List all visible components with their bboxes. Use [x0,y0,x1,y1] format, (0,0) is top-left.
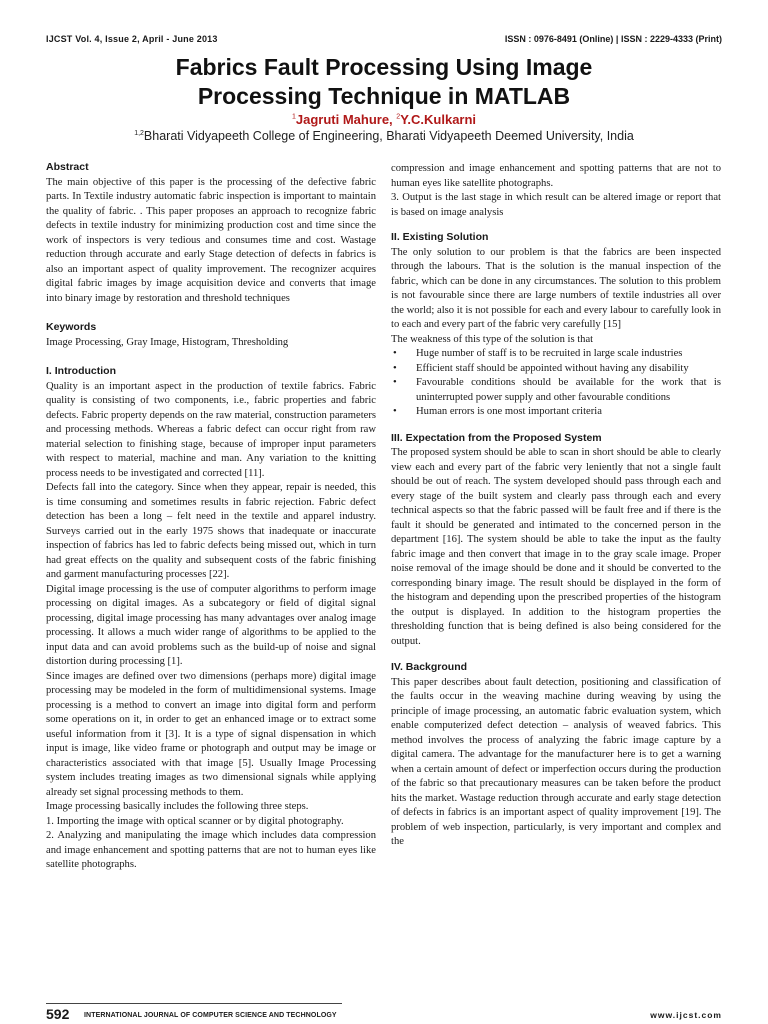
affiliation-mark: 1,2 [134,129,144,137]
intro-step-2-continued: compression and image enhancement and spotting patterns that are not to human eyes like satellite photographs. [391,163,721,189]
existing-solution-paragraph-1: The only solution to our problem is that the fabrics are been inspected through the labours. That is the solution is the manual inspection of the fabric, which can be done in any circumstances. The solution to this problem is not favourable since there are large numbers of textile industries all over the world; also it is not possible for each and every labour to carefully look in to each and every part of the fabric very carefully [15] [391,246,721,330]
right-column [391,162,721,850]
footer-journal-name: INTERNATIONAL JOURNAL OF COMPUTER SCIENCE AND TECHNOLOGY [84,1012,337,1019]
author-1-affiliation-mark: 1 [291,113,296,121]
abstract-heading: Abstract [46,161,89,173]
page-number: 592 [46,1006,70,1022]
introduction-heading: I. Introduction [46,365,116,377]
list-item: • Human errors is one most important criteria [391,405,721,420]
list-item: • Favourable conditions should be available for the work that is uninterrupted power supply and other favourable conditions [391,376,721,405]
title-line-2: Processing Technique in MATLAB [197,83,571,109]
keywords-heading: Keywords [46,321,97,333]
existing-solution-heading: II. Existing Solution [391,231,489,243]
intro-paragraph-1: Quality is an important aspect in the production of textile fabrics. Fabric quality is consisting of two components, i.e., fabric properties and fabric defects. Fabric property depends on the raw material, construction parameters and processing methods. Whereas a fabric defect can occur right from raw material selection to finishing stage, because of improper input parameters with respect to material, machine and man. Any variation to the knitting process needs to be investigated and corrected [11]. [46,380,376,479]
author-list [0,112,768,127]
intro-step-1: 1. Importing the image with optical scanner or by digital photography. [46,815,344,827]
running-header-issn: ISSN : 0976-8491 (Online) | ISSN : 2229-4333 (Print) [504,34,722,44]
intro-step-2: 2. Analyzing and manipulating the image which includes data compression and image enhancement and spotting patterns that are not to human eyes like satellite photographs. [46,830,376,870]
footer-rule [46,1003,342,1004]
background-heading: IV. Background [391,661,468,673]
list-item: • Huge number of staff is to be recruited in large scale industries [391,347,721,362]
affiliation-text: Bharati Vidyapeeth College of Engineering, Bharati Vidyapeeth Deemed University, India [143,129,634,143]
list-item: • Efficient staff should be appointed without having any disability [391,362,721,377]
intro-step-3: 3. Output is the last stage in which result can be altered image or report that is based on image analysis [391,192,721,218]
intro-paragraph-2: Defects fall into the category. Since when they appear, repair is needed, this is time consuming and sometimes results in fabric rejection. Fabric defect detection has been a long – felt need in the textile and apparel industry. Surveys carried out in the early 1975 shows that inadequate or inaccurate inspection of fabrics has led to fabric defects being missed out, which in turn had great effects on the quality and subsequent costs of the fabric finishing and garment manufacturing processes [22]. [46,482,376,580]
existing-solution-paragraph-2: The weakness of this type of the solution is that [391,333,594,345]
intro-paragraph-4: Since images are defined over two dimensions (perhaps more) digital image processing may be modeled in the form of multidimensional systems. Image processing is a method to convert an image into digital form and perform some operations on it, in order to get an enhanced image or to extract some useful information from it [3]. It is a type of signal dispensation in which input is image, like video frame or photograph and output may be image or characteristics associated with that image [5]. Usually Image Processing system includes treating images as two dimensional signals while applying already set signal processing methods to them. [46,670,376,798]
author-2-affiliation-mark: 2 [396,113,401,121]
intro-paragraph-5: Image processing basically includes the following three steps. [46,801,309,812]
expectation-text: The proposed system should be able to scan in short should be able to clearly view each and every part of the fabric very leniently that not a single fault should be out of reach. The system developed should pass through each and every stage of the built system and clearly pass through each and every technical aspects so that the fabric passed will be fault free and if there is the fault it should be generated and intimated to the concerned person in the department [16]. The system should be able to take the input as the faulty fabric image and then convert that image in to the gray scale image. Proper noise removal of the image should be done and it should be converted to the corresponding binary image. The result should be displayed in the form of the histogram and depending upon the prescribed properties of the histogram the output is displayed. In addition to the histogram properties the thresholding function that is being defined is also being considered for the output. [391,447,721,647]
intro-paragraph-3: Digital image processing is the use of computer algorithms to perform image processing on digital images. As a subcategory or field of digital signal processing, digital image processing has many advantages over analog image processing. It allows a much wider range of algorithms to be applied to the input data and can avoid problems such as the build-up of noise and signal distortion during processing [1]. [46,583,376,667]
affiliation [0,129,768,143]
footer-url: www.ijcst.com [650,1010,722,1020]
paper-title [0,53,768,111]
left-column [46,160,376,870]
abstract-text: The main objective of this paper is the processing of the defective fabric parts. In Textile industry automatic fabric inspection is important to maintain the quality of fabric. . This paper proposes an approach to recognize fabric defects in textile industry for minimizing production cost and time since the work of inspectors is very tedious and consumes time and cost. Wastage reduction through accurate and early Stage detection of defects in fabrics is also an important aspect of quality improvement. The recognizer acquires digital fabric images by image acquisition device and converts that image into binary image by restoration and threshold techniques [46,176,376,304]
title-line-1: Fabrics Fault Processing Using Image [175,54,593,80]
expectation-heading: III. Expectation from the Proposed System [391,431,602,444]
keywords-text: Image Processing, Gray Image, Histogram, Thresholding [46,336,289,348]
running-header-issue: IJCST Vol. 4, Issue 2, April - June 2013 [46,34,218,44]
author-2-name: Y.C.Kulkarni [400,112,477,127]
background-text: This paper describes about fault detection, positioning and classification of the faults occur in the weaving machine during weaving by using the principle of image processing, an automatic fabric evaluation system, which enable computerized defect detection – analysis of weaved fabrics. This method involves the process of analyzing the fabric image capture by a digital camera. The advantage for the manufacturer here is to get a warning when a certain amount of defect or imperfection occurs during the production of the fabric so that precautionary measures can be taken before the product hits the market. Wastage reduction through accurate and early stage detection of defects in fabrics is an important aspect of quality improvement [19]. The problem of web inspection, particularly, is very important and complex and the [391,676,721,847]
author-1-name: Jagruti Mahure, [295,112,393,127]
weakness-list [391,347,721,420]
